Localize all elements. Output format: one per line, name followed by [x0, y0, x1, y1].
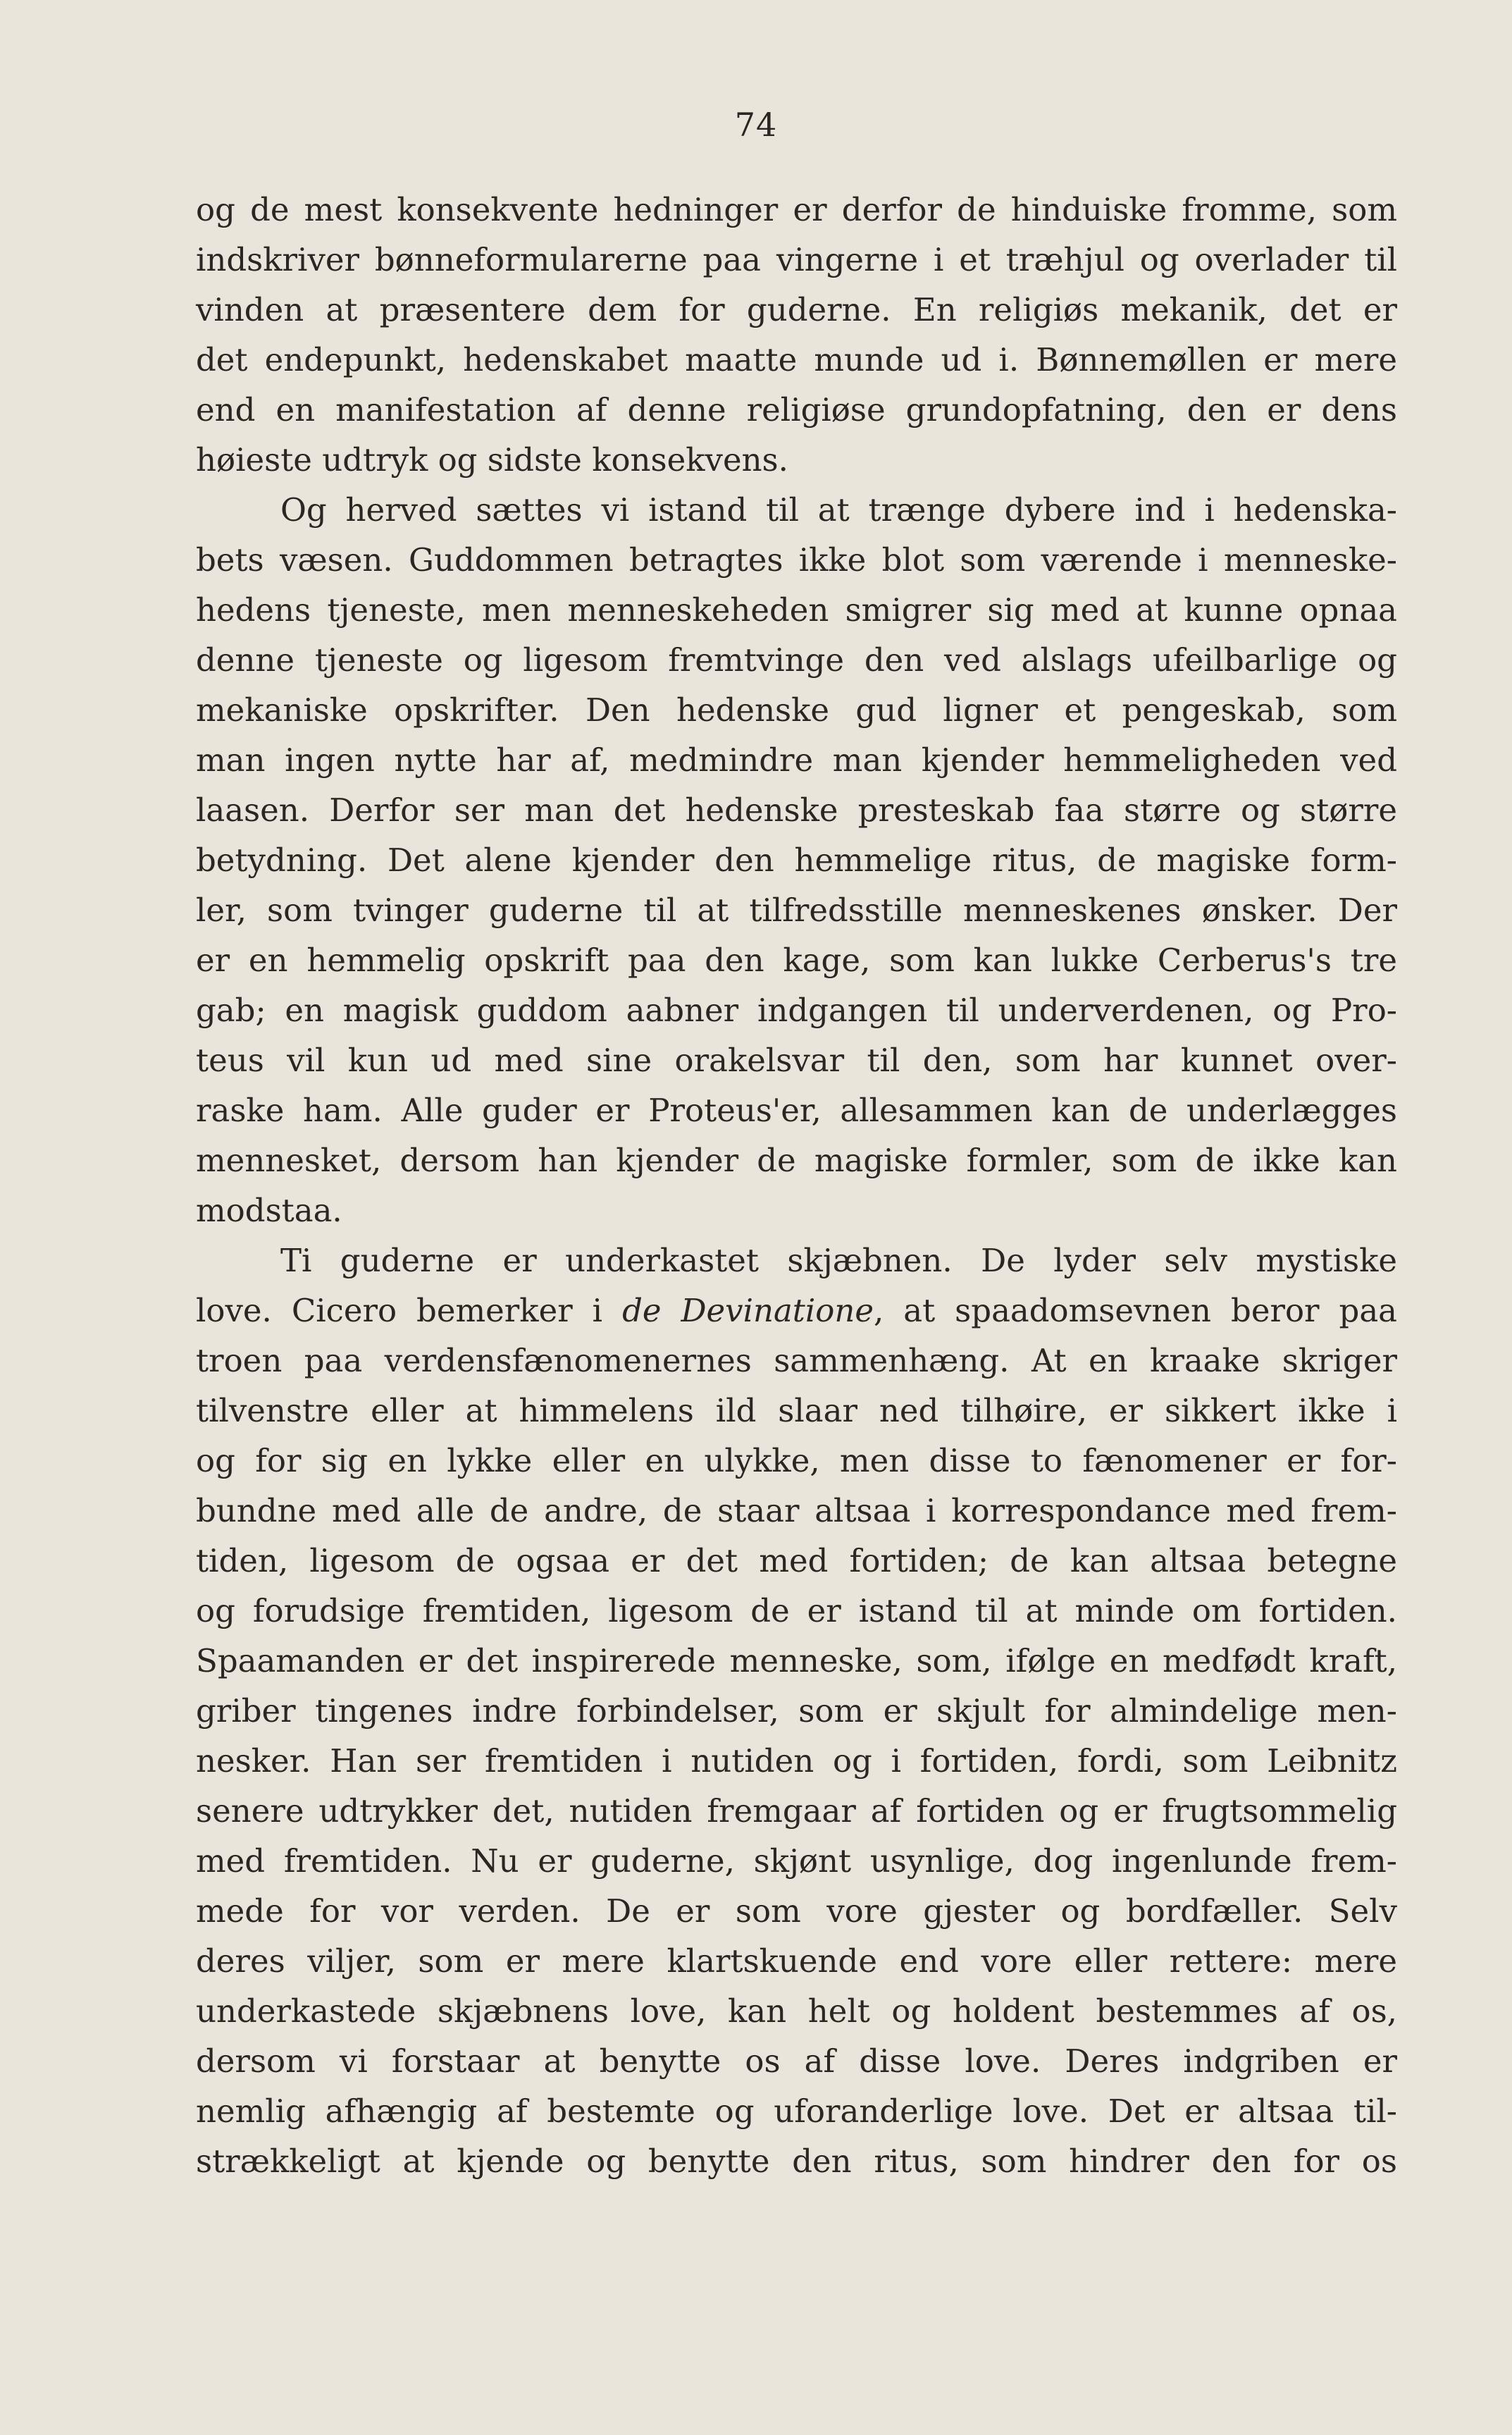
text-line: teus vil kun ud med sine orakelsvar til den, som har kunnet over-	[196, 1042, 1397, 1079]
text-line: og forudsige fremtiden, ligesom de er istand til at minde om fortiden.	[196, 1592, 1397, 1629]
text-line: modstaa.	[196, 1192, 342, 1229]
text-line: det endepunkt, hedenskabet maatte munde ud i. Bønnemøllen er mere	[196, 341, 1397, 378]
text-line: mennesket, dersom han kjender de magiske formler, som de ikke kan	[196, 1142, 1397, 1179]
text-line: nesker. Han ser fremtiden i nutiden og i fortiden, fordi, som Leibnitz	[196, 1742, 1397, 1780]
text-line: Og herved sættes vi istand til at trænge dybere ind i hedenska-	[280, 491, 1397, 529]
text-line: hedens tjeneste, men menneskeheden smigrer sig med at kunne opnaa	[196, 591, 1397, 629]
text-line: og de mest konsekvente hedninger er derfor de hinduiske fromme, som	[196, 191, 1397, 228]
text-line: høieste udtryk og sidste konsekvens.	[196, 441, 788, 479]
text-line: med fremtiden. Nu er guderne, skjønt usynlige, dog ingenlunde frem-	[196, 1842, 1397, 1880]
text-line: Spaamanden er det inspirerede menneske, som, ifølge en medfødt kraft,	[196, 1642, 1397, 1679]
text-line: griber tingenes indre forbindelser, som er skjult for almindelige men-	[196, 1692, 1397, 1730]
text-line: mekaniske opskrifter. Den hedenske gud ligner et pengeskab, som	[196, 691, 1397, 729]
text-line: ler, som tvinger guderne til at tilfredsstille menneskenes ønsker. Der	[196, 892, 1397, 929]
text-line: bets væsen. Guddommen betragtes ikke blot som værende i menneske-	[196, 541, 1397, 579]
text-line: og for sig en lykke eller en ulykke, men disse to fænomener er for-	[196, 1442, 1397, 1479]
text-line: bundne med alle de andre, de staar altsaa i korrespondance med frem-	[196, 1492, 1397, 1529]
work-title: de Devinatione	[622, 1292, 874, 1329]
text-line: gab; en magisk guddom aabner indgangen til underverdenen, og Pro-	[196, 992, 1397, 1029]
text-line: denne tjeneste og ligesom fremtvinge den ved alslags ufeilbarlige og	[196, 641, 1397, 679]
text-line: senere udtrykker det, nutiden fremgaar af fortiden og er frugtsommelig	[196, 1792, 1397, 1830]
page-number: 74	[734, 106, 778, 144]
text-line: underkastede skjæbnens love, kan helt og holdent bestemmes af os,	[196, 1992, 1397, 2030]
text-line: end en manifestation af denne religiøse grundopfatning, den er dens	[196, 391, 1397, 429]
body-text	[196, 185, 1397, 2186]
text-line: indskriver bønneformularerne paa vingerne i et træhjul og overlader til	[196, 241, 1397, 278]
text-line: vinden at præsentere dem for guderne. En religiøs mekanik, det er	[196, 291, 1397, 328]
text-line: nemlig afhængig af bestemte og uforanderlige love. Det er altsaa til-	[196, 2092, 1397, 2130]
text-line-with-title	[196, 1286, 1397, 1336]
text-segment: , at spaadomsevnen beror paa	[874, 1292, 1397, 1329]
text-line: Ti guderne er underkastet skjæbnen. De lyder selv mystiske	[280, 1242, 1397, 1279]
text-line: man ingen nytte har af, medmindre man kjender hemmeligheden ved	[196, 741, 1397, 779]
text-line: laasen. Derfor ser man det hedenske presteskab faa større og større	[196, 791, 1397, 829]
text-line: strækkeligt at kjende og benytte den ritus, som hindrer den for os	[196, 2143, 1397, 2180]
text-line: raske ham. Alle guder er Proteus'er, allesammen kan de underlægges	[196, 1092, 1397, 1129]
text-line: tiden, ligesom de ogsaa er det med fortiden; de kan altsaa betegne	[196, 1542, 1397, 1579]
text-line: mede for vor verden. De er som vore gjester og bordfæller. Selv	[196, 1892, 1397, 1930]
text-line: troen paa verdensfænomenernes sammenhæng. At en kraake skriger	[196, 1342, 1397, 1379]
text-line: deres viljer, som er mere klartskuende end vore eller rettere: mere	[196, 1942, 1397, 1980]
text-segment: love. Cicero bemerker i	[196, 1292, 623, 1329]
text-line: dersom vi forstaar at benytte os af disse love. Deres indgriben er	[196, 2042, 1397, 2080]
text-line: betydning. Det alene kjender den hemmelige ritus, de magiske form-	[196, 842, 1397, 879]
text-line: tilvenstre eller at himmelens ild slaar ned tilhøire, er sikkert ikke i	[196, 1392, 1397, 1429]
text-line: er en hemmelig opskrift paa den kage, som kan lukke Cerberus's tre	[196, 942, 1397, 979]
